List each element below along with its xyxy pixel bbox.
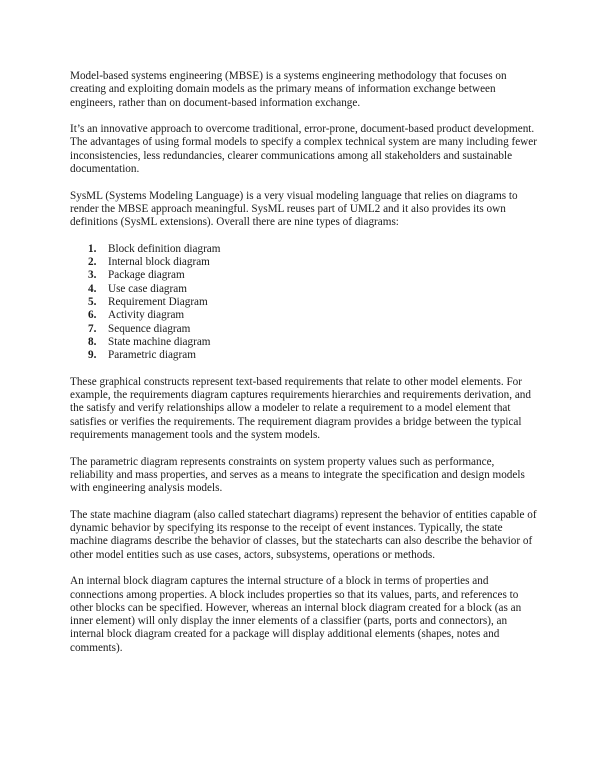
list-item-number: 7.	[88, 322, 97, 335]
list-item	[88, 269, 538, 282]
list-item-number: 8.	[88, 335, 97, 348]
list-item-number: 4.	[88, 282, 97, 295]
diagram-types-list	[70, 243, 538, 363]
list-item-number: 1.	[88, 242, 97, 255]
list-item-label: Block definition diagram	[108, 242, 221, 255]
mbse-advantages-paragraph: It’s an innovative approach to overcome traditional, error-prone, document-based product development. The advantages of using formal models to specify a complex technical system are many including fewer inconsistencies, less redundancies, clearer communications among all stakeholders and sustainable documentation.	[70, 123, 537, 176]
list-item	[88, 243, 538, 256]
list-item-label: Activity diagram	[108, 309, 185, 322]
list-item-number: 5.	[88, 296, 97, 309]
list-item-label: State machine diagram	[108, 335, 211, 348]
list-item	[88, 336, 538, 349]
requirements-diagram-paragraph: These graphical constructs represent text-based requirements that relate to other model elements. For example, the requirements diagram captures requirements hierarchies and requirements derivation, and the satisfy and verify relationships allow a modeler to relate a requirement to a model element that satisfies or verifies the requirements. The requirement diagram provides a bridge between the typical requirements management tools and the system models.	[70, 375, 531, 442]
list-item-label: Sequence diagram	[108, 322, 191, 335]
parametric-diagram-paragraph: The parametric diagram represents constraints on system property values such as performance, reliability and mass properties, and serves as a means to integrate the specification and design models with engineering analysis models.	[70, 455, 525, 495]
internal-block-diagram-paragraph: An internal block diagram captures the internal structure of a block in terms of properties and connections among properties. A block includes properties so that its values, parts, and references to other blocks can be specified. However, whereas an internal block diagram created for a block (as an inner element) will only display the inner elements of a classifier (parts, ports and connectors), an internal block diagram created for a package will display additional elements (shapes, notes and comments).	[70, 575, 522, 654]
mbse-intro-paragraph: Model-based systems engineering (MBSE) is a systems engineering methodology that focuses on creating and exploiting domain models as the primary means of information exchange between engineers, rather than on document-based information exchange.	[70, 70, 507, 109]
sysml-intro-paragraph: SysML (Systems Modeling Language) is a very visual modeling language that relies on diagrams to render the MBSE approach meaningful. SysML reuses part of UML2 and it also provides its own definitions (SysML extensions). Overall there are nine types of diagrams:	[70, 189, 518, 229]
list-item	[88, 323, 538, 336]
list-item	[88, 283, 538, 296]
list-item-label: Parametric diagram	[108, 349, 196, 362]
list-item	[88, 349, 538, 362]
list-item	[88, 256, 538, 269]
list-item-label: Package diagram	[108, 269, 185, 282]
list-item-number: 3.	[88, 269, 97, 282]
list-item-label: Use case diagram	[108, 282, 187, 295]
list-item-number: 6.	[88, 309, 97, 322]
state-machine-diagram-paragraph: The state machine diagram (also called statechart diagrams) represent the behavior of entities capable of dynamic behavior by specifying its response to the receipt of event instances. Typically, the state machine diagrams describe the behavior of classes, but the statecharts can also describe the behavior of other model entities such as use cases, actors, subsystems, operations or methods.	[70, 508, 537, 561]
list-item	[88, 296, 538, 309]
list-item	[88, 309, 538, 322]
list-item-number: 9.	[88, 349, 97, 362]
document-page	[70, 70, 538, 668]
list-item-number: 2.	[88, 256, 97, 269]
list-item-label: Internal block diagram	[108, 256, 210, 269]
list-item-label: Requirement Diagram	[108, 296, 208, 309]
